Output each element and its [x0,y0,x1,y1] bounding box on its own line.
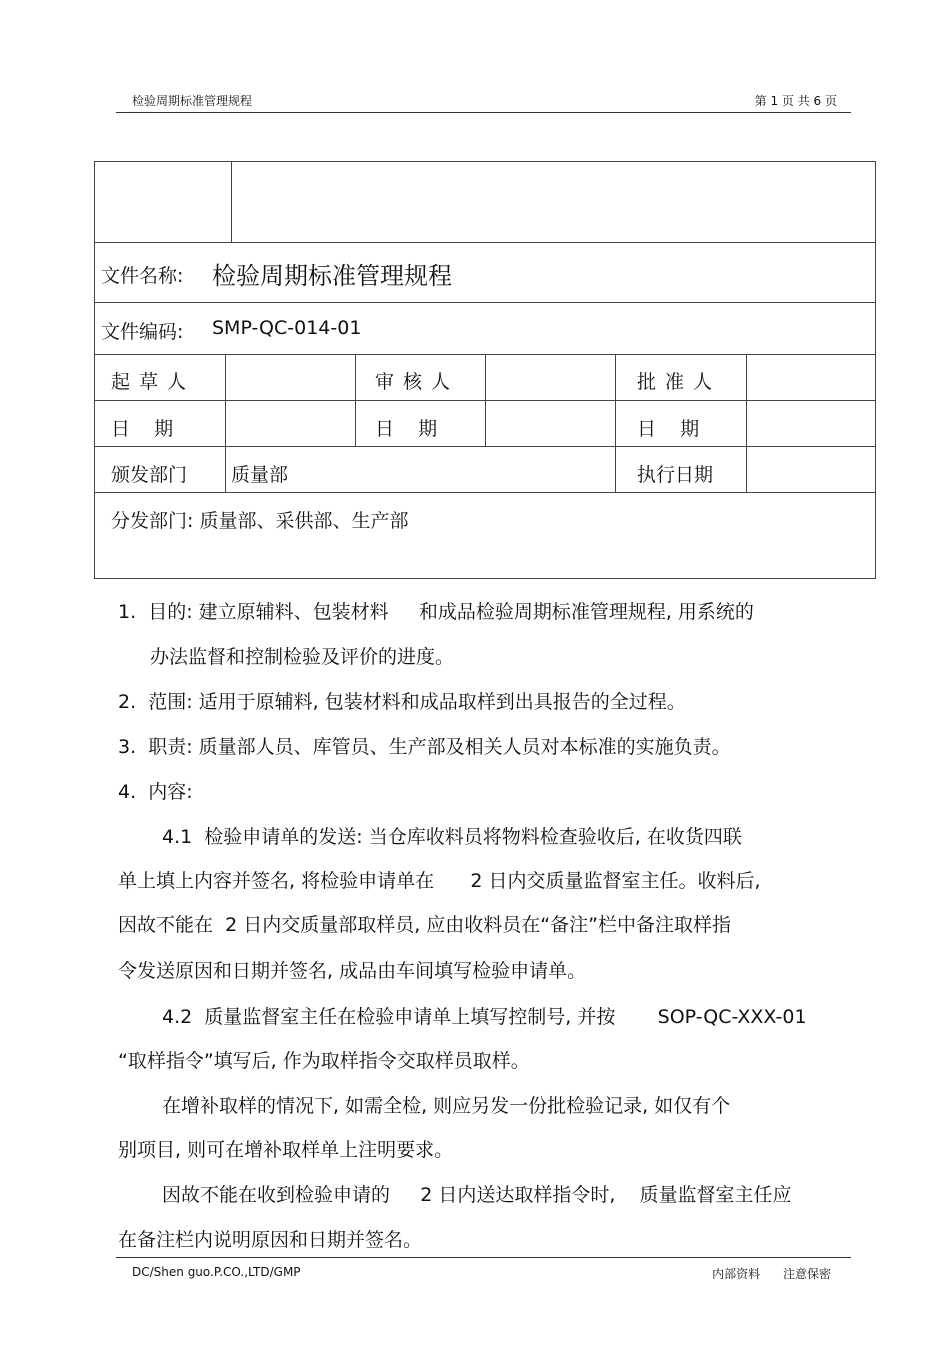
doc-code-label: 文件编码: [101,321,184,343]
header-page-info: 第 1 页 共 6 页 [754,94,837,108]
table-divider [231,162,232,242]
doc-name-value: 检验周期标准管理规程 [212,262,452,290]
distribution-text: 分发部门: 质量部、采供部、生产部 [111,510,409,532]
drafter-label: 起草人 [111,371,196,393]
table-divider [485,354,486,446]
table-divider [225,354,226,492]
doc-name-label: 文件名称: [101,265,184,287]
paragraph-4-2: 4.2 质量监督室主任在检验申请单上填写控制号, 并按 SOP-QC-XXX-01 [162,1006,807,1028]
issue-dept-label: 颁发部门 [111,464,188,486]
paragraph-4-1-cont: 单上填上内容并签名, 将检验申请单在 2 日内交质量监督室主任。收料后, [118,870,761,892]
table-divider [615,354,616,492]
reviewer-label: 审核人 [375,371,460,393]
table-divider [95,242,875,243]
paragraph-content-heading: 4. 内容: [118,781,193,803]
paragraph-4-1-cont: 令发送原因和日期并签名, 成品由车间填写检验申请单。 [118,960,587,982]
table-divider [355,354,356,446]
paragraph-delay-cont: 在备注栏内说明原因和日期并签名。 [118,1229,423,1251]
paragraph-4-1-cont: 因故不能在 2 日内交质量部取样员, 应由收料员在“备注”栏中备注取样指 [118,914,731,936]
page-footer [116,1257,851,1282]
effective-date-label: 执行日期 [637,464,714,486]
header-title: 检验周期标准管理规程 [132,94,253,108]
page-header [116,88,851,113]
paragraph-responsibility: 3. 职责: 质量部人员、库管员、生产部及相关人员对本标准的实施负责。 [118,736,731,758]
drafter-date-label: 日 期 [111,418,178,440]
approver-date-label: 日 期 [637,418,704,440]
footer-company: DC/Shen guo.P.CO.,LTD/GMP [132,1265,301,1279]
paragraph-purpose-cont: 办法监督和控制检验及评价的进度。 [150,646,455,668]
paragraph-supplement-cont: 别项目, 则可在增补取样单上注明要求。 [118,1139,454,1161]
issue-dept-value: 质量部 [231,464,289,486]
document-control-table [94,161,876,579]
paragraph-supplement: 在增补取样的情况下, 如需全检, 则应另发一份批检验记录, 如仅有个 [162,1095,731,1117]
reviewer-date-label: 日 期 [375,418,442,440]
paragraph-delay: 因故不能在收到检验申请的 2 日内送达取样指令时, 质量监督室主任应 [162,1184,792,1206]
paragraph-scope: 2. 范围: 适用于原辅料, 包装材料和成品取样到出具报告的全过程。 [118,691,686,713]
paragraph-4-1: 4.1 检验申请单的发送: 当仓库收料员将物料检查验收后, 在收货四联 [162,826,742,848]
table-divider [95,446,875,447]
paragraph-4-2-cont: “取样指令”填写后, 作为取样指令交取样员取样。 [118,1050,530,1072]
approver-label: 批准人 [637,371,722,393]
table-divider [746,354,747,492]
paragraph-purpose: 1. 目的: 建立原辅料、包装材料 和成品检验周期标准管理规程, 用系统的 [118,601,754,623]
table-divider [95,492,875,493]
doc-code-value: SMP-QC-014-01 [212,317,362,339]
footer-confidential: 内部资料 注意保密 [712,1267,831,1281]
table-divider [95,302,875,303]
